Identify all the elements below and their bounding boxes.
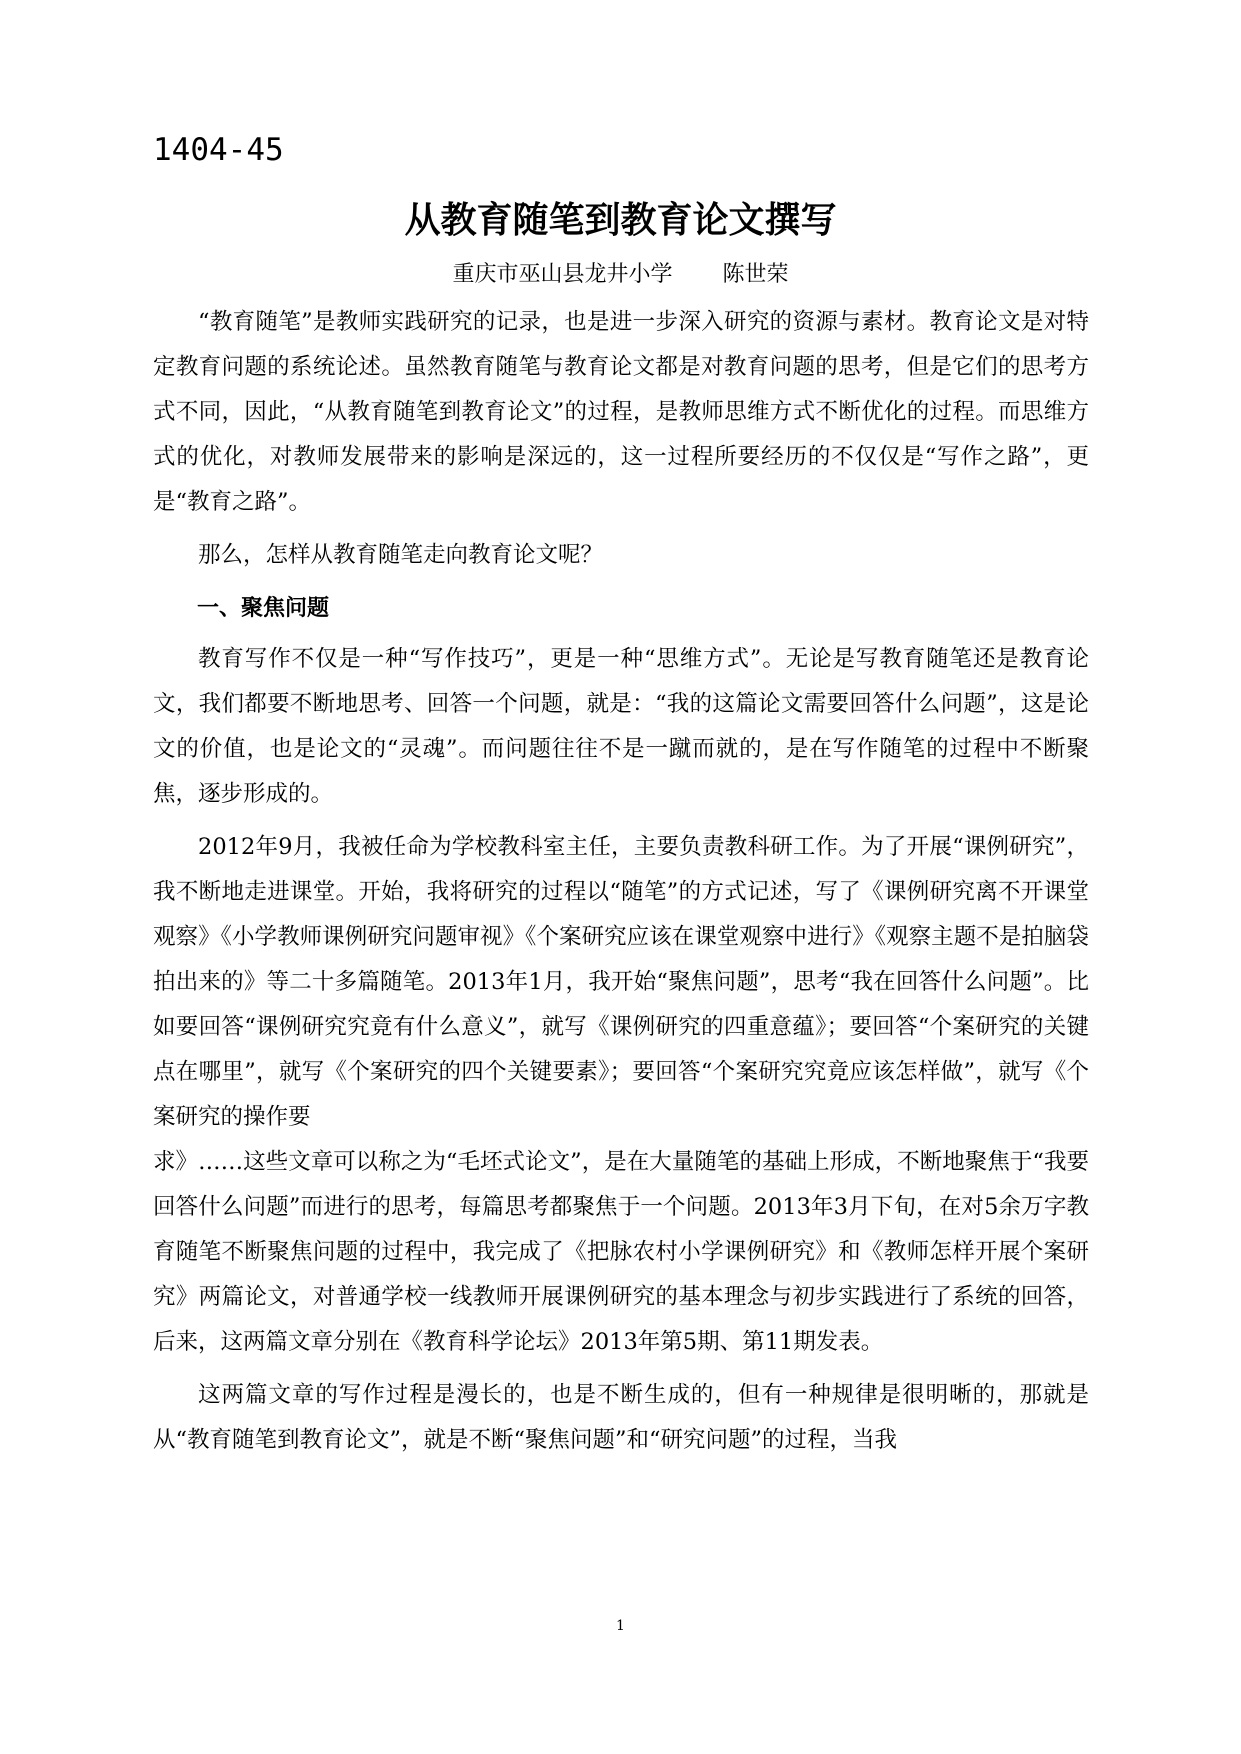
paragraph: 2012年9月，我被任命为学校教科室主任，主要负责教科研工作。为了开展“课例研究”，我不断地走进课堂。开始，我将研究的过程以“随笔”的方式记述，写了《课例研究离不开课堂观察》《小学教师课例研究问题审视》《个案研究应该在课堂观察中进行》《观察主题不是拍脑袋拍出来的》等二十多篇随笔。2013年1月，我开始“聚焦问题”，思考“我在回答什么问题”。比如要回答“课例研究究竟有什么意义”，就写《课例研究的四重意蕴》；要回答“个案研究的关键点在哪里”，就写《个案研究的四个关键要素》；要回答“个案研究究竟应该怎样做”，就写《个案研究的操作要 [153,834,1089,1130]
document-body [153,300,1089,1471]
paragraph: 求》……这些文章可以称之为“毛坯式论文”，是在大量随笔的基础上形成，不断地聚焦于“我要回答什么问题”而进行的思考，每篇思考都聚焦于一个问题。2013年3月下旬，在对5余万字教育随笔不断聚焦问题的过程中，我完成了《把脉农村小学课例研究》和《教师怎样开展个案研究》两篇论文，对普通学校一线教师开展课例研究的基本理念与初步实践进行了系统的回答，后来，这两篇文章分别在《教育科学论坛》2013年第5期、第11期发表。 [153,1149,1089,1355]
author-school: 重庆市巫山县龙井小学 [452,262,673,287]
section-heading: 一、聚焦问题 [197,596,330,621]
paragraph: 教育写作不仅是一种“写作技巧”，更是一种“思维方式”。无论是写教育随笔还是教育论文，我们都要不断地思考、回答一个问题，就是：“我的这篇论文需要回答什么问题”，这是论文的价值，也是论文的“灵魂”。而问题往往不是一蹴而就的，是在写作随笔的过程中不断聚焦，逐步形成的。 [153,646,1089,807]
paragraph: 这两篇文章的写作过程是漫长的，也是不断生成的，但有一种规律是很明晰的，那就是从“教育随笔到教育论文”，就是不断“聚焦问题”和“研究问题”的过程，当我 [153,1382,1089,1453]
page-title: 从教育随笔到教育论文撰写 [404,200,837,241]
paragraph: 那么，怎样从教育随笔走向教育论文呢？ [198,542,604,568]
page-number: 1 [616,1618,625,1634]
document-id: 1404-45 [153,132,284,168]
author-name: 陈世荣 [722,262,789,287]
paragraph: “教育随笔”是教师实践研究的记录，也是进一步深入研究的资源与素材。教育论文是对特定教育问题的系统论述。虽然教育随笔与教育论文都是对教育问题的思考，但是它们的思考方式不同，因此，“从教育随笔到教育论文”的过程，是教师思维方式不断优化的过程。而思维方式的优化，对教师发展带来的影响是深远的，这一过程所要经历的不仅仅是“写作之路”，更是“教育之路”。 [153,309,1089,515]
byline [0,257,1241,288]
